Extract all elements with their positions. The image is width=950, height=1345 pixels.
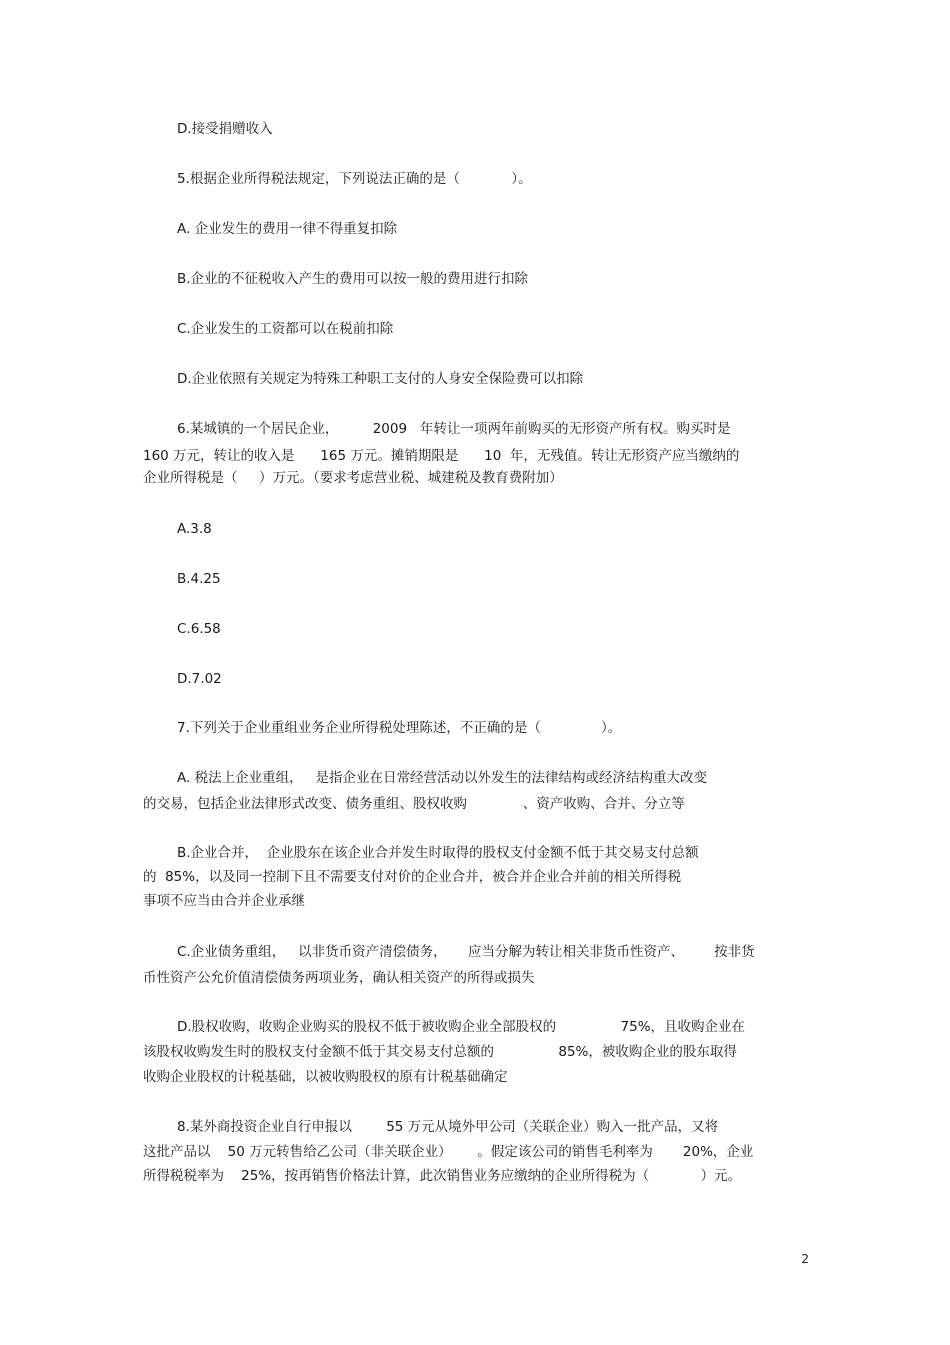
q5-option-b: B.企业的不征税收入产生的费用可以按一般的费用进行扣除 (177, 271, 529, 287)
q8-stem-line3: 所得税税率为 25%，按再销售价格法计算，此次销售业务应缴纳的企业所得税为（ ）元。 (143, 1168, 742, 1184)
q6-stem-line2: 160 万元，转让的收入是 165 万元。摊销期限是 10 年，无残值。转让无形资产应当缴纳的 (143, 448, 740, 464)
q5-option-c: C.企业发生的工资都可以在税前扣除 (177, 321, 394, 337)
q7-option-c-line2: 币性资产公允价值清偿债务两项业务，确认相关资产的所得或损失 (143, 970, 535, 986)
q5-stem: 5.根据企业所得税法规定，下列说法正确的是（ ）。 (177, 171, 532, 187)
q8-stem-line1: 8.某外商投资企业自行申报以 55 万元从境外甲公司（关联企业）购入一批产品，又将 (177, 1119, 719, 1135)
q7-option-b-line1: B.企业合并， 企业股东在该企业合并发生时取得的股权支付金额不低于其交易支付总额 (177, 845, 699, 861)
q7-option-d-line3: 收购企业股权的计税基础，以被收购股权的原有计税基础确定 (143, 1069, 508, 1085)
q6-option-d: D.7.02 (177, 671, 222, 687)
q7-option-c-line1: C.企业债务重组， 以非货币资产清偿债务， 应当分解为转让相关非货币性资产、 按非货 (177, 944, 755, 960)
q6-option-a: A.3.8 (177, 521, 212, 537)
q8-stem-line2: 这批产品以 50 万元转售给乙公司（非关联企业） 。假定该公司的销售毛利率为 20%，企业 (143, 1144, 754, 1160)
q6-stem-line3: 企业所得税是（ ）万元。（要求考虑营业税、城建税及教育费附加） (143, 470, 563, 486)
q6-option-c: C.6.58 (177, 621, 221, 637)
q5-option-d: D.企业依照有关规定为特殊工种职工支付的人身安全保险费可以扣除 (177, 371, 584, 387)
q7-stem: 7.下列关于企业重组业务企业所得税处理陈述，不正确的是（ ）。 (177, 720, 622, 736)
q7-option-b-line3: 事项不应当由合并企业承继 (143, 893, 305, 909)
q7-option-a-line1: A. 税法上企业重组， 是指企业在日常经营活动以外发生的法律结构或经济结构重大改变 (177, 770, 707, 786)
page-number: 2 (801, 1252, 809, 1266)
q4-option-d: D.接受捐赠收入 (177, 121, 273, 137)
q7-option-d-line2: 该股权收购发生时的股权支付金额不低于其交易支付总额的 85%，被收购企业的股东取得 (143, 1044, 737, 1060)
q7-option-d-line1: D.股权收购，收购企业购买的股权不低于被收购企业全部股权的 75%，且收购企业在 (177, 1019, 746, 1035)
q6-stem-line1: 6.某城镇的一个居民企业， 2009 年转让一项两年前购买的无形资产所有权。购买时是 (177, 421, 731, 437)
q5-option-a: A. 企业发生的费用一律不得重复扣除 (177, 221, 398, 237)
q7-option-a-line2: 的交易，包括企业法律形式改变、债务重组、股权收购 、资产收购、合并、分立等 (143, 796, 685, 812)
q7-option-b-line2: 的 85%，以及同一控制下且不需要支付对价的企业合并，被合并企业合并前的相关所得税 (143, 869, 682, 885)
q6-option-b: B.4.25 (177, 571, 221, 587)
